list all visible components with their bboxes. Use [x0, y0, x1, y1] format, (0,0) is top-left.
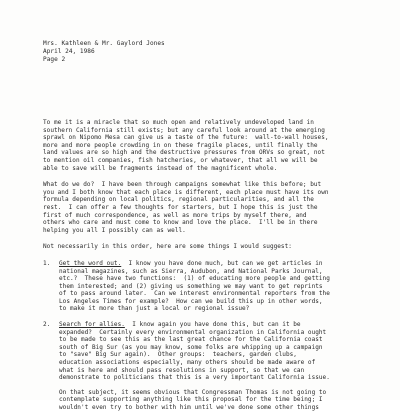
list-item-heading: Search for allies.	[59, 321, 125, 329]
list-item-1	[43, 260, 383, 313]
text-line: what is here and should pass resolutions in support, so that we can	[59, 366, 305, 374]
text-line: helping you all I possibly can as well.	[43, 226, 186, 234]
text-line: southern California still exists; but any careful look around at the emerging	[43, 126, 325, 134]
text-line: sprawl on Nipomo Mesa can give us a taste of the future: wall-to-wall houses,	[43, 134, 329, 142]
text-line: able to save will be fragments instead of the magnificent whole.	[43, 164, 278, 172]
letter-header	[43, 40, 383, 64]
text-line: wouldn't even try to bother with him until we've done some other things	[59, 404, 319, 411]
text-line: education associations especially, many others should be made aware of	[59, 359, 316, 367]
text-line: contemplate supporting anything like this proposal for the time being; I	[59, 396, 323, 404]
text-line: them interested; and (2) giving us something we may want to get reprints	[59, 282, 323, 290]
text-line: Not necessarily in this order, here are some things I would suggest:	[43, 243, 292, 251]
list-item-body	[59, 260, 383, 313]
list-item-body	[59, 321, 383, 412]
list-item-2	[43, 321, 383, 412]
text-line: others who care and must come to know and love the place. I'll be in there	[43, 219, 318, 227]
text-line: formula depending on local politics, regional particularities, and all the	[43, 196, 314, 204]
date-line: April 24, 1986	[43, 48, 95, 55]
recipient-line: Mrs. Kathleen & Mr. Gaylord Jones	[43, 40, 165, 47]
text-line: first of much correspondence, as well as more trips by myself there, and	[43, 211, 307, 219]
page-number-line: Page 2	[43, 56, 66, 63]
text-line: of to pass around later. Can we interest environmental reporters from the	[59, 290, 330, 298]
text-line: On that subject, it seems obvious that Congressman Thomas is not going to	[59, 388, 327, 396]
text-line: national magazines, such as Sierra, Audubon, and National Parks Journal,	[59, 267, 323, 275]
paragraph-gap	[59, 382, 383, 389]
paragraph-3	[43, 243, 383, 251]
list-item-number: 2.	[43, 321, 51, 329]
letter-body	[43, 119, 383, 420]
text-span: I know again you have done this, but can it be	[124, 321, 301, 329]
text-line: land values are so high and the destructive pressures from ORVs so great, not	[43, 149, 325, 157]
text-line: What do we do? I have been through campaigns somewhat like this before; but	[43, 181, 322, 189]
paragraph-2	[43, 181, 383, 234]
text-line: to make it more than just a local or regional issue?	[59, 305, 250, 313]
text-line: rest. I can offer a few thoughts for starters, but I hope this is just the	[43, 203, 318, 211]
text-span: I know you have done much, but can we get articles in	[121, 259, 323, 267]
list-item-heading: Get the word out.	[59, 259, 122, 267]
text-line: to mention oil companies, fish hatcheries, or whatever, that all we will be	[43, 156, 318, 164]
text-line: you and I both know that each place is different, each place must have its own	[43, 188, 329, 196]
list-item-first-line	[59, 260, 383, 268]
list-item-number: 1.	[43, 259, 51, 267]
text-line: demonstrate to politicians that this is a very important California issue.	[59, 374, 330, 382]
text-line: to be made to see this as the last great chance for the California coast	[59, 336, 323, 344]
text-line: To me it is a miracle that so much open and relatively undeveloped land in	[43, 119, 314, 126]
paragraph-1	[43, 119, 383, 172]
list-item-first-line	[59, 321, 383, 329]
text-line: expanded? Certainly every environmental organization in California ought	[59, 328, 327, 336]
text-line: south of Big Sur (as you may know, some folks are whipping up a campaign	[59, 343, 323, 351]
text-line: more and more people crowding in on these fragile places, until finally the	[43, 141, 318, 149]
text-line: to "save" Big Sur again). Other groups: teachers, garden clubs,	[59, 351, 297, 359]
text-line: etc.? These have two functions: (1) of educating more people and getting	[59, 275, 330, 283]
text-line: Los Angeles Times for example? How can we build this up in other words,	[59, 297, 323, 305]
